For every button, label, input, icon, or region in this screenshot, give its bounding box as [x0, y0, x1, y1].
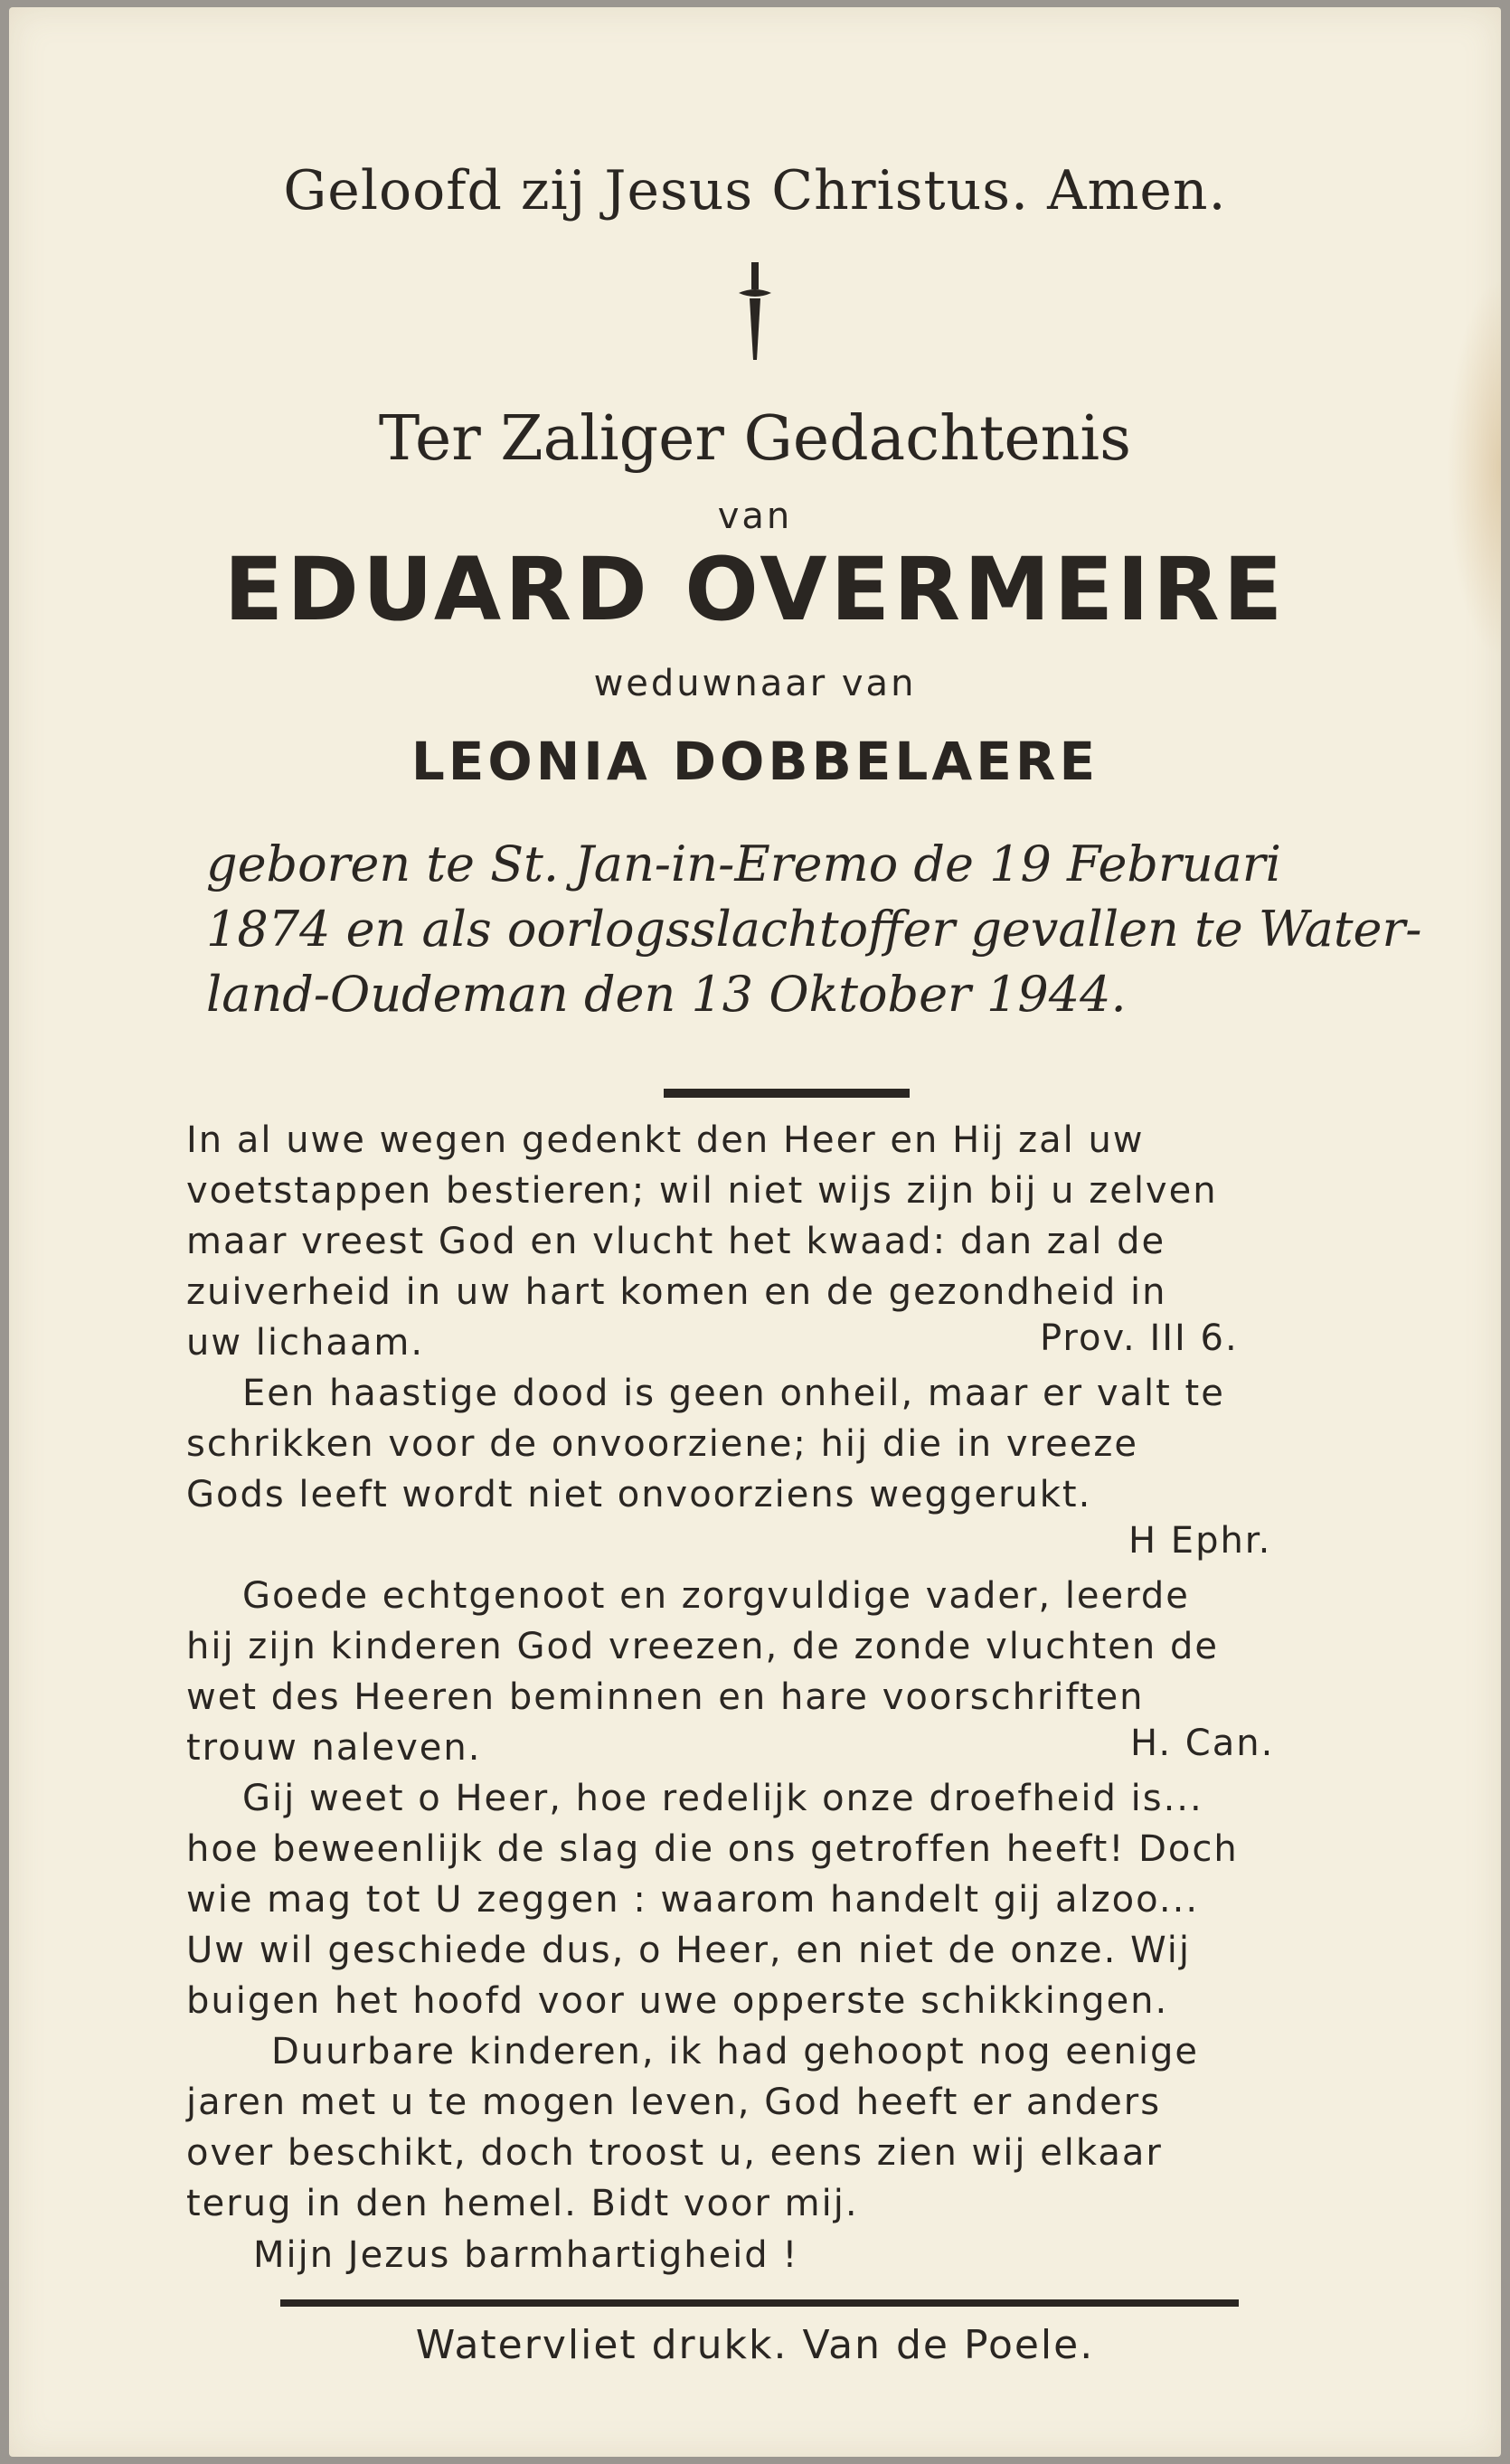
- verse-line: over beschikt, doch troost u, eens zien wij elkaar: [186, 2132, 1163, 2174]
- verse-line: Gods leeft wordt niet onvoorziens weggerukt.: [186, 1474, 1092, 1515]
- verse-line: hoe beweenlijk de slag die ons getroffen heeft! Doch: [186, 1828, 1239, 1870]
- divider-short: [664, 1089, 910, 1098]
- verse-line: Uw wil geschiede dus, o Heer, en niet de onze. Wij: [186, 1930, 1191, 1971]
- verse-line: wie mag tot U zeggen : waarom handelt gij alzoo...: [186, 1879, 1200, 1921]
- verse-line: wet des Heeren beminnen en hare voorschriften: [186, 1676, 1145, 1718]
- verse-line: terug in den hemel. Bidt voor mij.: [186, 2183, 859, 2224]
- memorial-title: Ter Zaliger Gedachtenis: [378, 403, 1132, 475]
- spouse-name: LEONIA DOBBELAERE: [411, 731, 1099, 792]
- closing-prayer: Mijn Jezus barmhartigheid !: [253, 2234, 799, 2276]
- verse-line: voetstappen bestieren; wil niet wijs zijn bij u zelven: [186, 1170, 1218, 1212]
- divider-long: [280, 2299, 1239, 2307]
- verse-reference: H Ephr.: [1128, 1520, 1272, 1562]
- verse-line: In al uwe wegen gedenkt den Heer en Hij zal uw: [186, 1119, 1145, 1161]
- verse-line: buigen het hoofd voor uwe opperste schikkingen.: [186, 1980, 1169, 2022]
- verse-line: uw lichaam.: [186, 1322, 425, 1364]
- verse-reference: H. Can.: [1130, 1723, 1275, 1764]
- widower-label: weduwnaar van: [593, 663, 917, 704]
- printer-credit: Watervliet drukk. Van de Poele.: [415, 2322, 1095, 2368]
- bio-line: geboren te St. Jan-in-Eremo de 19 Februari: [206, 835, 1281, 892]
- van-label: van: [717, 496, 793, 537]
- verse-line: Goede echtgenoot en zorgvuldige vader, leerde: [242, 1575, 1190, 1617]
- verse-line: hij zijn kinderen God vreezen, de zonde vluchten de: [186, 1626, 1219, 1667]
- verse-line: jaren met u te mogen leven, God heeft er anders: [186, 2082, 1162, 2123]
- verse-reference: Prov. III 6.: [1040, 1317, 1239, 1359]
- verse-line: zuiverheid in uw hart komen en de gezondheid in: [186, 1271, 1167, 1313]
- verse-line: Een haastige dood is geen onheil, maar er valt te: [242, 1373, 1225, 1414]
- cross-icon: [737, 262, 773, 362]
- bio-line: land-Oudeman den 13 Oktober 1944.: [206, 966, 1127, 1023]
- bio-line: 1874 en als oorlogsslachtoffer gevallen te Water-: [206, 901, 1422, 958]
- verse-line: Gij weet o Heer, hoe redelijk onze droefheid is...: [242, 1778, 1203, 1819]
- memorial-card: [9, 7, 1501, 2457]
- verse-line: trouw naleven.: [186, 1727, 482, 1769]
- verse-line: maar vreest God en vlucht het kwaad: dan zal de: [186, 1221, 1166, 1262]
- deceased-name: EDUARD OVERMEIRE: [223, 539, 1287, 640]
- verse-line: Duurbare kinderen, ik had gehoopt nog eenige: [271, 2031, 1199, 2072]
- verse-line: schrikken voor de onvoorziene; hij die in vreeze: [186, 1423, 1138, 1465]
- motto: Geloofd zij Jesus Christus. Amen.: [283, 159, 1227, 222]
